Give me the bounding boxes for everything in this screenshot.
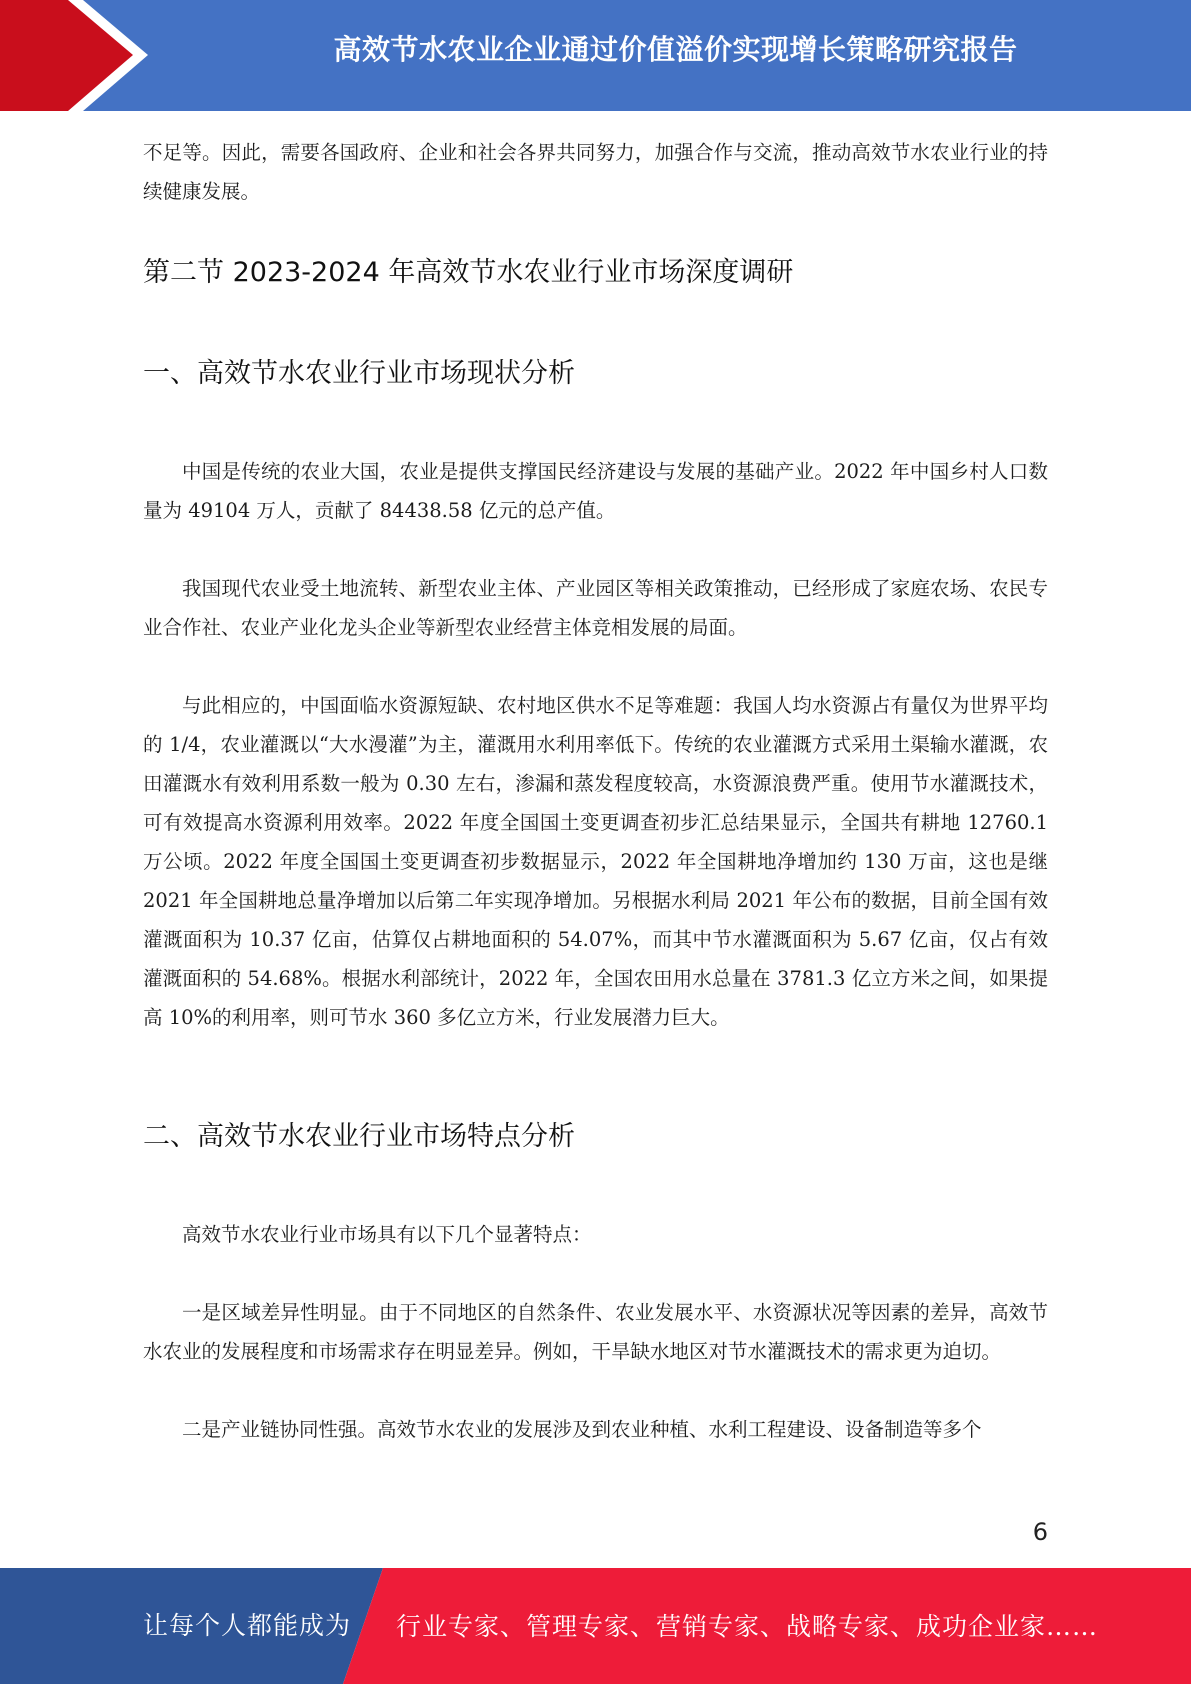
- page-number: 6: [1032, 1518, 1048, 1546]
- header-arrow-decoration: [0, 0, 160, 111]
- paragraph-5: 一是区域差异性明显。由于不同地区的自然条件、农业发展水平、水资源状况等因素的差异，高效节水农业的发展程度和市场需求存在明显差异。例如，干旱缺水地区对节水灌溉技术的需求更为迫切。: [143, 1301, 1048, 1363]
- paragraph-6: 二是产业链协同性强。高效节水农业的发展涉及到农业种植、水利工程建设、设备制造等多个: [182, 1418, 982, 1441]
- section-title: 第二节 2023-2024 年高效节水农业行业市场深度调研: [143, 257, 794, 288]
- paragraph-4: 高效节水农业行业市场具有以下几个显著特点：: [182, 1223, 592, 1246]
- paragraph-3: 与此相应的，中国面临水资源短缺、农村地区供水不足等难题：我国人均水资源占有量仅为世界平均的 1/4，农业灌溉以“大水漫灌”为主，灌溉用水利用率低下。传统的农业灌溉方式采用土渠输水灌溉，农田灌溉水有效利用系数一般为 0.30 左右，渗漏和蒸发程度较高，水资源浪费严重。使用节水灌溉技术，可有效提高水资源利用效率。2022 年度全国国土变更调查初步汇总结果显示，全国共有耕地 12760.1 万公顷。2022 年度全国国土变更调查初步数据显示，2022 年全国耕地净增加约 130 万亩，这也是继 2021 年全国耕地总量净增加以后第二年实现净增加。另根据水利局 2021 年公布的数据，目前全国有效灌溉面积为 10.37 亿亩，估算仅占耕地面积的 54.07%，而其中节水灌溉面积为 5.67 亿亩，仅占有效灌溉面积的 54.68%。根据水利部统计，2022 年，全国农田用水总量在 3781.3 亿立方米之间，如果提高 10%的利用率，则可节水 360 多亿立方米，行业发展潜力巨大。: [143, 694, 1048, 1029]
- footer-slogan-right: 行业专家、管理专家、营销专家、战略专家、成功企业家……: [396, 1612, 1099, 1641]
- page-header: [0, 0, 1191, 111]
- report-title: 高效节水农业企业通过价值溢价实现增长策略研究报告: [333, 33, 1018, 66]
- footer-slogan-left: 让每个人都能成为: [143, 1611, 352, 1640]
- page-footer: [0, 1568, 1191, 1684]
- subsection-title-1: 一、高效节水农业行业市场现状分析: [143, 358, 575, 389]
- continued-paragraph: 不足等。因此，需要各国政府、企业和社会各界共同努力，加强合作与交流，推动高效节水农业行业的持续健康发展。: [143, 141, 1048, 203]
- document-body: [143, 133, 1048, 1449]
- paragraph-1: 中国是传统的农业大国，农业是提供支撑国民经济建设与发展的基础产业。2022 年中国乡村人口数量为 49104 万人，贡献了 84438.58 亿元的总产值。: [143, 460, 1048, 522]
- subsection-title-2: 二、高效节水农业行业市场特点分析: [143, 1121, 575, 1152]
- paragraph-2: 我国现代农业受土地流转、新型农业主体、产业园区等相关政策推动，已经形成了家庭农场、农民专业合作社、农业产业化龙头企业等新型农业经营主体竞相发展的局面。: [143, 577, 1048, 639]
